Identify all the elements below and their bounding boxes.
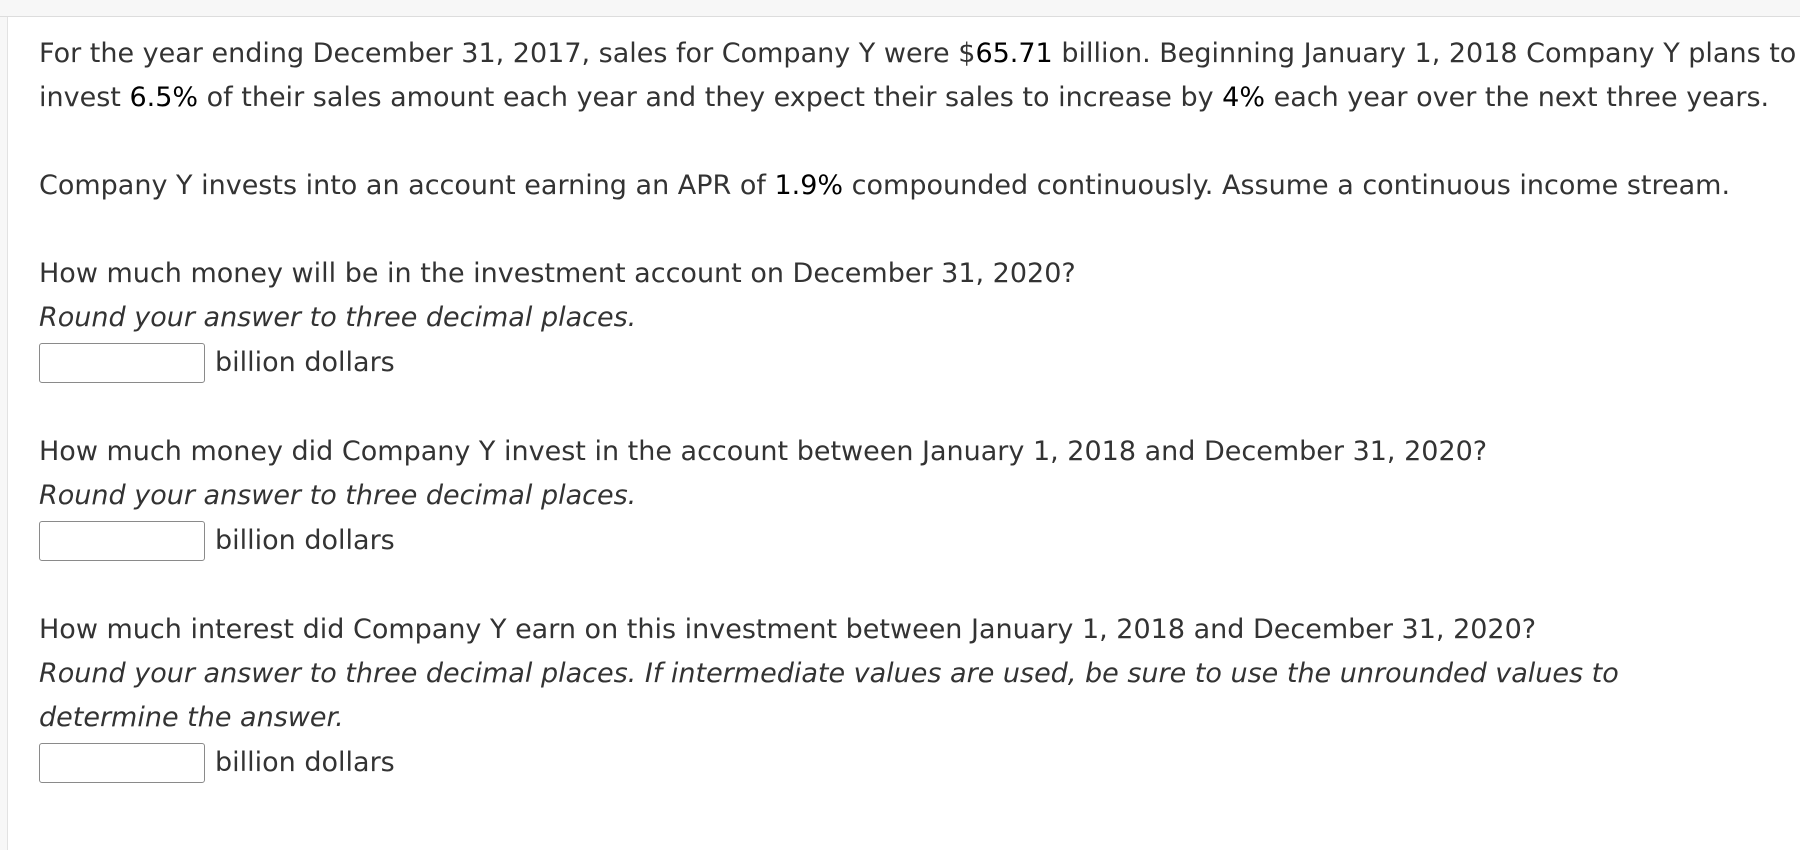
question-3-answer-row	[39, 740, 1800, 786]
question-1-prompt: How much money will be in the investment account on December 31, 2020?	[39, 258, 1076, 289]
answer-1-input[interactable]	[39, 343, 205, 383]
answer-1-unit: billion dollars	[215, 347, 395, 378]
question-1-answer-row	[39, 340, 1800, 386]
answer-3-input[interactable]	[39, 743, 205, 783]
answer-2-input[interactable]	[39, 521, 205, 561]
answer-2-unit: billion dollars	[215, 525, 395, 556]
account-text-2: compounded continuously. Assume a continuous income stream.	[843, 170, 1731, 201]
question-2-answer-row	[39, 518, 1800, 564]
question-3-hint: Round your answer to three decimal places. If intermediate values are used, be sure to use the unrounded values to determine the answer.	[39, 658, 1619, 733]
problem-content	[39, 32, 1800, 786]
left-border	[0, 17, 8, 850]
question-1	[39, 252, 1800, 386]
question-2-hint: Round your answer to three decimal places.	[39, 480, 637, 511]
invest-percent: 6.5%	[129, 82, 199, 113]
growth-percent: 4%	[1222, 82, 1266, 113]
apr-value: 1.9%	[774, 170, 844, 201]
answer-3-unit: billion dollars	[215, 747, 395, 778]
intro-text-4: each year over the next three years.	[1265, 82, 1770, 113]
sales-value: 65.71	[975, 38, 1053, 69]
account-text-1: Company Y invests into an account earning an APR of	[39, 170, 775, 201]
account-description	[39, 164, 1800, 208]
intro-text-3: of their sales amount each year and they expect their sales to increase by	[198, 82, 1223, 113]
question-2-prompt: How much money did Company Y invest in the account between January 1, 2018 and December 31, 2020?	[39, 436, 1488, 467]
question-3-prompt: How much interest did Company Y earn on this investment between January 1, 2018 and December 31, 2020?	[39, 614, 1537, 645]
intro-text-2: billion. Beginning January 1, 2018 Company Y plans to invest	[39, 38, 1797, 113]
problem-intro	[39, 32, 1800, 120]
intro-text-1: For the year ending December 31, 2017, sales for Company Y were $	[39, 38, 976, 69]
question-3	[39, 608, 1800, 786]
question-2	[39, 430, 1800, 564]
top-border	[0, 0, 1800, 17]
question-1-hint: Round your answer to three decimal places.	[39, 302, 637, 333]
